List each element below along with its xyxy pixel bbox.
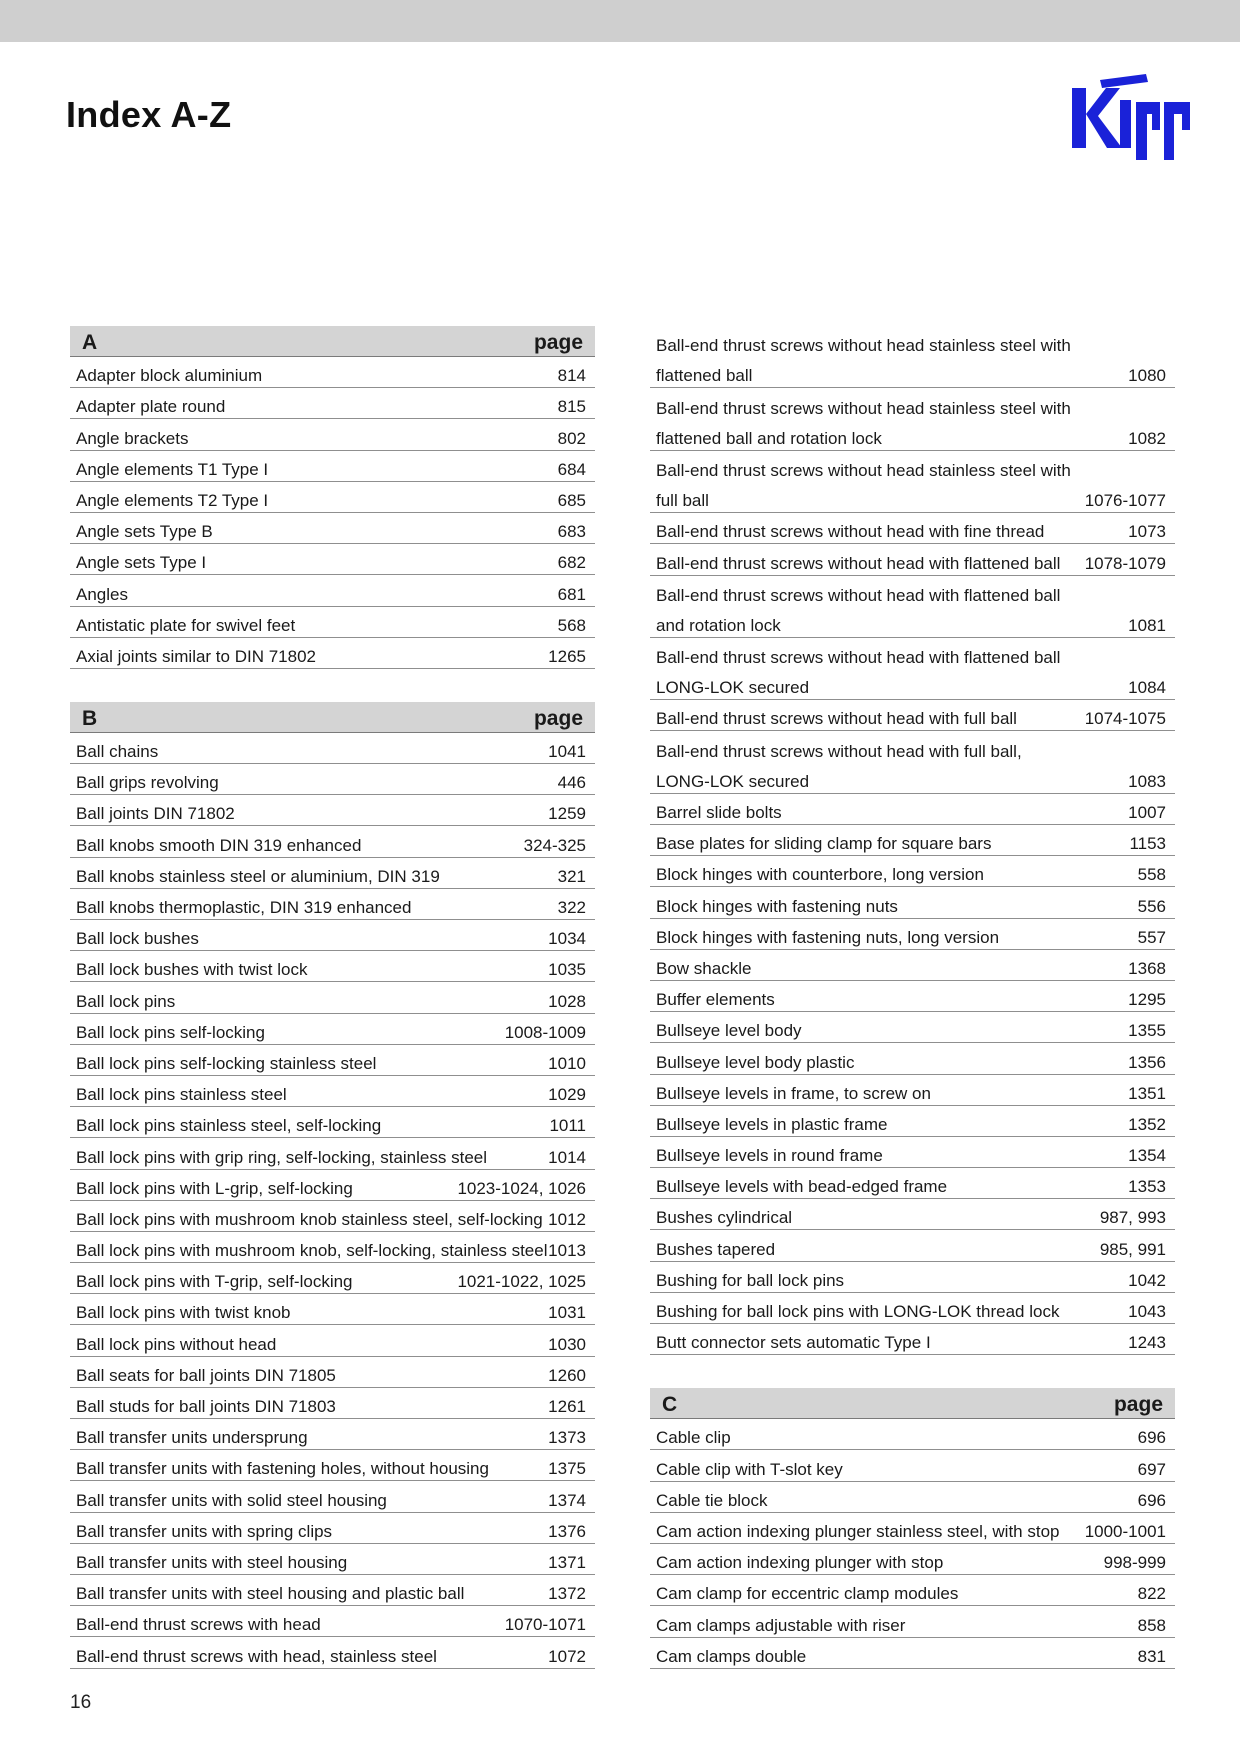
index-entry (650, 638, 1175, 669)
index-entry (650, 825, 1175, 856)
index-column-left (70, 326, 595, 1702)
entry-title: Bullseye levels with bead-edged frame (656, 1177, 948, 1197)
index-entry (650, 420, 1175, 451)
entry-page: 1356 (1128, 1052, 1166, 1072)
entry-title: Ball transfer units with steel housing (76, 1552, 348, 1572)
entry-title: Base plates for sliding clamp for square bars (656, 834, 992, 854)
index-entry (650, 1419, 1175, 1450)
index-entry (650, 1450, 1175, 1481)
index-column-right (650, 326, 1175, 1702)
entry-title: Ball lock pins stainless steel, self-locking (76, 1116, 382, 1136)
index-entry (650, 1575, 1175, 1606)
index-entry (70, 1575, 595, 1606)
entry-page: 1084 (1128, 678, 1166, 698)
index-entry (650, 794, 1175, 825)
index-entry (70, 638, 595, 669)
entry-title: Ball joints DIN 71802 (76, 804, 235, 824)
entry-title: Bullseye level body (656, 1021, 802, 1041)
section-page-label: page (533, 331, 583, 354)
entry-title: Ball-end thrust screws without head with full ball, (656, 741, 1022, 761)
entry-title: Ball lock bushes (76, 929, 199, 949)
entry-title: Ball lock bushes with twist lock (76, 960, 308, 980)
index-entry (70, 1170, 595, 1201)
entry-title: Ball transfer units with spring clips (76, 1521, 333, 1541)
entry-page: 1013 (548, 1241, 586, 1261)
entry-page: 1029 (548, 1085, 586, 1105)
entry-title: Ball lock pins with mushroom knob stainless steel, self-locking (76, 1209, 543, 1229)
entry-title: Ball-end thrust screws without head stainless steel with (656, 460, 1071, 480)
entry-page: 685 (557, 490, 586, 510)
entry-page: 1372 (548, 1584, 586, 1604)
entry-title: Barrel slide bolts (656, 803, 782, 822)
entry-page: 1070-1071 (504, 1615, 586, 1635)
entry-title: Ball seats for ball joints DIN 71805 (76, 1365, 336, 1385)
entry-title: Ball lock pins with twist knob (76, 1303, 291, 1323)
entry-page: 558 (1137, 865, 1166, 885)
entry-title: Cam action indexing plunger stainless steel, with stop (656, 1521, 1060, 1541)
index-entry (650, 981, 1175, 1012)
entry-page: 1375 (548, 1459, 586, 1479)
entry-page: 1043 (1128, 1302, 1166, 1321)
entry-page: 1010 (548, 1053, 586, 1073)
index-section (650, 326, 1175, 1355)
entry-title: Ball lock pins (76, 991, 176, 1011)
entry-title: Ball lock pins stainless steel (76, 1085, 287, 1105)
section-header (650, 1388, 1175, 1419)
entry-page: 684 (557, 459, 586, 479)
index-entry (70, 1513, 595, 1544)
section-letter: C (662, 1393, 678, 1417)
index-entry (70, 513, 595, 544)
entry-title: Ball lock pins without head (76, 1334, 277, 1354)
entry-page: 1352 (1128, 1114, 1166, 1134)
index-entry (650, 763, 1175, 794)
entry-page: 1035 (548, 960, 586, 980)
entry-title: LONG-LOK secured (656, 771, 810, 791)
entry-page: 1368 (1128, 958, 1166, 978)
entry-page: 1073 (1128, 522, 1166, 542)
entry-page: 568 (557, 615, 586, 635)
index-entry (70, 1450, 595, 1481)
index-entry (70, 1419, 595, 1450)
entry-title: Ball lock pins with L-grip, self-locking (76, 1178, 353, 1198)
entry-title: Bushing for ball lock pins with LONG-LOK thread lock (656, 1302, 1060, 1321)
entry-title: Ball transfer units with solid steel housing (76, 1490, 387, 1510)
entry-page: 1261 (548, 1397, 586, 1416)
index-entry (650, 482, 1175, 513)
entry-page: 1351 (1128, 1083, 1166, 1103)
index-entry (70, 1107, 595, 1138)
index-entry (650, 919, 1175, 950)
entry-title: Bullseye level body plastic (656, 1052, 855, 1072)
entry-page: 1028 (548, 991, 586, 1011)
index-entry (650, 357, 1175, 388)
entry-title: Cable tie block (656, 1490, 768, 1510)
index-entry (650, 1293, 1175, 1324)
entry-page: 1034 (548, 929, 586, 949)
entry-title: Cable clip (656, 1428, 731, 1448)
entry-title: Ball-end thrust screws with head, stainless steel (76, 1646, 437, 1666)
index-entry (70, 1263, 595, 1294)
index-entry (650, 1324, 1175, 1355)
index-entry (70, 1544, 595, 1575)
entry-title: Cam clamp for eccentric clamp modules (656, 1584, 959, 1604)
entry-page: 815 (557, 397, 586, 417)
entry-title: Block hinges with fastening nuts, long version (656, 927, 1000, 947)
index-entry (70, 607, 595, 638)
top-band (0, 0, 1240, 42)
entry-title: Cam clamps adjustable with riser (656, 1615, 906, 1635)
entry-page: 987, 993 (1099, 1208, 1166, 1228)
entry-title: Ball lock pins with mushroom knob, self-locking, stainless steel (76, 1241, 548, 1261)
entry-title: Butt connector sets automatic Type I (656, 1333, 931, 1353)
entry-page: 1076-1077 (1084, 491, 1166, 511)
index-entry (650, 1043, 1175, 1074)
index-entry (70, 982, 595, 1013)
index-entry (650, 1262, 1175, 1293)
entry-title: Bushing for ball lock pins (656, 1270, 845, 1290)
entry-title: Ball knobs thermoplastic, DIN 319 enhanced (76, 898, 412, 917)
index-section (70, 702, 595, 1669)
index-entry (70, 575, 595, 606)
entry-title: Ball-end thrust screws without head with flattened ball (656, 648, 1061, 668)
entry-page: 1373 (548, 1428, 586, 1448)
entry-title: Bullseye levels in plastic frame (656, 1114, 888, 1134)
section-page-label: page (533, 706, 583, 730)
entry-page: 1295 (1128, 990, 1166, 1010)
entry-page: 831 (1137, 1646, 1166, 1666)
index-entry (70, 451, 595, 482)
entry-title: Ball lock pins with grip ring, self-locking, stainless steel (76, 1147, 488, 1167)
entry-title: Ball lock pins with T-grip, self-locking (76, 1272, 353, 1292)
entry-page: 1000-1001 (1084, 1521, 1166, 1541)
entry-page: 998-999 (1103, 1553, 1166, 1573)
index-entry (650, 1606, 1175, 1637)
index-entry (70, 388, 595, 419)
entry-title: Bushes cylindrical (656, 1208, 793, 1228)
index-entry (70, 1637, 595, 1668)
entry-page: 1374 (548, 1490, 586, 1510)
entry-title: Ball lock pins self-locking (76, 1022, 265, 1042)
entry-title: Ball-end thrust screws with head (76, 1615, 321, 1635)
entry-title: Ball transfer units undersprung (76, 1428, 308, 1448)
entry-page: 1014 (548, 1147, 586, 1167)
entry-page: 1260 (548, 1365, 586, 1385)
entry-page: 1007 (1128, 803, 1166, 822)
entry-page: 321 (557, 866, 586, 886)
entry-title: Bushes tapered (656, 1239, 776, 1259)
index-entry (70, 1294, 595, 1325)
entry-title: Angle elements T1 Type I (76, 459, 269, 479)
section-letter: A (82, 331, 98, 354)
entry-title: Ball chains (76, 742, 159, 762)
index-entry (70, 544, 595, 575)
entry-page: 814 (557, 366, 586, 386)
entry-title: Ball-end thrust screws without head with flattened ball (656, 553, 1061, 573)
index-entry (650, 731, 1175, 762)
index-entry (70, 1325, 595, 1356)
entry-page: 696 (1137, 1490, 1166, 1510)
entry-page: 1265 (548, 646, 586, 666)
index-entry (70, 858, 595, 889)
entry-page: 1376 (548, 1521, 586, 1541)
entry-title: Block hinges with counterbore, long version (656, 865, 984, 885)
page-title: Index A-Z (66, 94, 232, 135)
entry-page: 324-325 (523, 835, 586, 855)
index-section (650, 1388, 1175, 1669)
index-entry (70, 1388, 595, 1419)
entry-title: flattened ball and rotation lock (656, 428, 882, 448)
entry-title: Ball transfer units with fastening holes, without housing (76, 1459, 489, 1479)
index-entry (70, 764, 595, 795)
entry-page: 322 (557, 898, 586, 917)
index-entry (70, 889, 595, 920)
index-entry (650, 1012, 1175, 1043)
entry-page: 1042 (1128, 1270, 1166, 1290)
entry-page: 1354 (1128, 1146, 1166, 1166)
entry-page: 1083 (1128, 771, 1166, 791)
entry-page: 682 (557, 553, 586, 573)
index-entry (70, 826, 595, 857)
entry-title: Cam action indexing plunger with stop (656, 1553, 944, 1573)
entry-page: 1012 (548, 1209, 586, 1229)
index-entry (650, 950, 1175, 981)
entry-page: 556 (1137, 896, 1166, 916)
index-entry (650, 887, 1175, 918)
entry-title: Ball-end thrust screws without head with fine thread (656, 522, 1045, 542)
index-entry (70, 482, 595, 513)
entry-title: Angle sets Type I (76, 553, 207, 573)
entry-page: 1008-1009 (504, 1022, 586, 1042)
entry-title: flattened ball (656, 366, 753, 386)
index-entry (70, 1232, 595, 1263)
entry-page: 1081 (1128, 615, 1166, 635)
index-entry (70, 795, 595, 826)
index-entry (650, 1638, 1175, 1669)
index-entry (70, 1138, 595, 1169)
entry-page: 1153 (1129, 834, 1166, 854)
index-entry (650, 1075, 1175, 1106)
entry-title: Ball lock pins self-locking stainless steel (76, 1053, 377, 1073)
index-entry (650, 1513, 1175, 1544)
entry-title: Ball-end thrust screws without head with full ball (656, 709, 1017, 729)
entry-page: 1021-1022, 1025 (457, 1272, 586, 1292)
entry-title: Buffer elements (656, 990, 775, 1010)
entry-page: 1041 (548, 742, 586, 762)
index-entry (70, 733, 595, 764)
entry-title: Angle elements T2 Type I (76, 490, 269, 510)
entry-page: 683 (557, 522, 586, 542)
entry-page: 1030 (548, 1334, 586, 1354)
entry-title: Ball-end thrust screws without head stainless steel with (656, 398, 1071, 418)
index-entry (650, 544, 1175, 575)
entry-title: Antistatic plate for swivel feet (76, 615, 296, 635)
index-entry (650, 388, 1175, 419)
index-entry (70, 357, 595, 388)
index-entry (650, 1168, 1175, 1199)
page-number: 16 (70, 1692, 92, 1713)
entry-page: 1353 (1128, 1177, 1166, 1197)
index-entry (650, 1199, 1175, 1230)
entry-page: 557 (1137, 927, 1166, 947)
index-entry (70, 1481, 595, 1512)
entry-title: Angles (76, 584, 128, 604)
index-entry (70, 1606, 595, 1637)
entry-page: 681 (557, 584, 586, 604)
index-entry (650, 576, 1175, 607)
section-page-label: page (1113, 1393, 1163, 1417)
entry-page: 1031 (548, 1303, 586, 1323)
index-entry (650, 669, 1175, 700)
entry-title: Adapter plate round (76, 397, 226, 417)
entry-page: 1082 (1128, 428, 1166, 448)
section-letter: B (82, 706, 98, 730)
index-entry (650, 326, 1175, 357)
index-entry (70, 419, 595, 450)
entry-page: 446 (557, 773, 586, 793)
entry-title: Ball knobs stainless steel or aluminium, DIN 319 (76, 866, 440, 886)
index-entry (650, 700, 1175, 731)
index-entry (70, 1014, 595, 1045)
entry-page: 985, 991 (1099, 1239, 1166, 1259)
entry-title: Ball grips revolving (76, 773, 219, 793)
section-header (70, 326, 595, 357)
entry-page: 1078-1079 (1084, 553, 1166, 573)
index-entry (70, 920, 595, 951)
entry-page: 1080 (1128, 366, 1166, 386)
section-header (70, 702, 595, 733)
index-entry (70, 951, 595, 982)
index-entry (650, 1230, 1175, 1261)
entry-page: 1074-1075 (1084, 709, 1166, 729)
index-entry (70, 1076, 595, 1107)
entry-title: Ball transfer units with steel housing and plastic ball (76, 1584, 465, 1604)
entry-title: Ball-end thrust screws without head stainless steel with (656, 336, 1071, 356)
entry-page: 1011 (549, 1116, 586, 1136)
entry-page: 822 (1137, 1584, 1166, 1604)
entry-title: LONG-LOK secured (656, 678, 810, 698)
index-entry (650, 451, 1175, 482)
entry-title: Bullseye levels in frame, to screw on (656, 1083, 931, 1103)
entry-page: 1023-1024, 1026 (457, 1178, 586, 1198)
entry-title: Cable clip with T-slot key (656, 1459, 843, 1479)
entry-title: full ball (656, 491, 709, 511)
entry-page: 1371 (548, 1552, 586, 1572)
entry-title: and rotation lock (656, 615, 781, 635)
index-entry (650, 856, 1175, 887)
entry-page: 802 (557, 428, 586, 448)
entry-title: Bullseye levels in round frame (656, 1146, 883, 1166)
entry-page: 1072 (548, 1646, 586, 1666)
entry-title: Ball knobs smooth DIN 319 enhanced (76, 835, 362, 855)
index-entry (650, 1137, 1175, 1168)
entry-page: 696 (1137, 1428, 1166, 1448)
index-entry (650, 607, 1175, 638)
entry-title: Bow shackle (656, 958, 752, 978)
index-entry (650, 1106, 1175, 1137)
entry-title: Angle brackets (76, 428, 189, 448)
index-section (70, 326, 595, 669)
entry-title: Axial joints similar to DIN 71802 (76, 646, 316, 666)
kipp-logo (1072, 74, 1190, 160)
entry-title: Ball studs for ball joints DIN 71803 (76, 1397, 336, 1416)
entry-page: 1243 (1128, 1333, 1166, 1353)
entry-title: Block hinges with fastening nuts (656, 896, 898, 916)
entry-title: Ball-end thrust screws without head with flattened ball (656, 585, 1061, 605)
index-entry (70, 1045, 595, 1076)
index-entry (650, 1544, 1175, 1575)
entry-title: Adapter block aluminium (76, 366, 263, 386)
entry-page: 1355 (1128, 1021, 1166, 1041)
entry-page: 1259 (548, 804, 586, 824)
entry-title: Cam clamps double (656, 1646, 807, 1666)
index-entry (70, 1357, 595, 1388)
index-entry (650, 513, 1175, 544)
entry-page: 858 (1137, 1615, 1166, 1635)
entry-page: 697 (1137, 1459, 1166, 1479)
entry-title: Angle sets Type B (76, 522, 213, 542)
index-entry (70, 1201, 595, 1232)
index-entry (650, 1482, 1175, 1513)
